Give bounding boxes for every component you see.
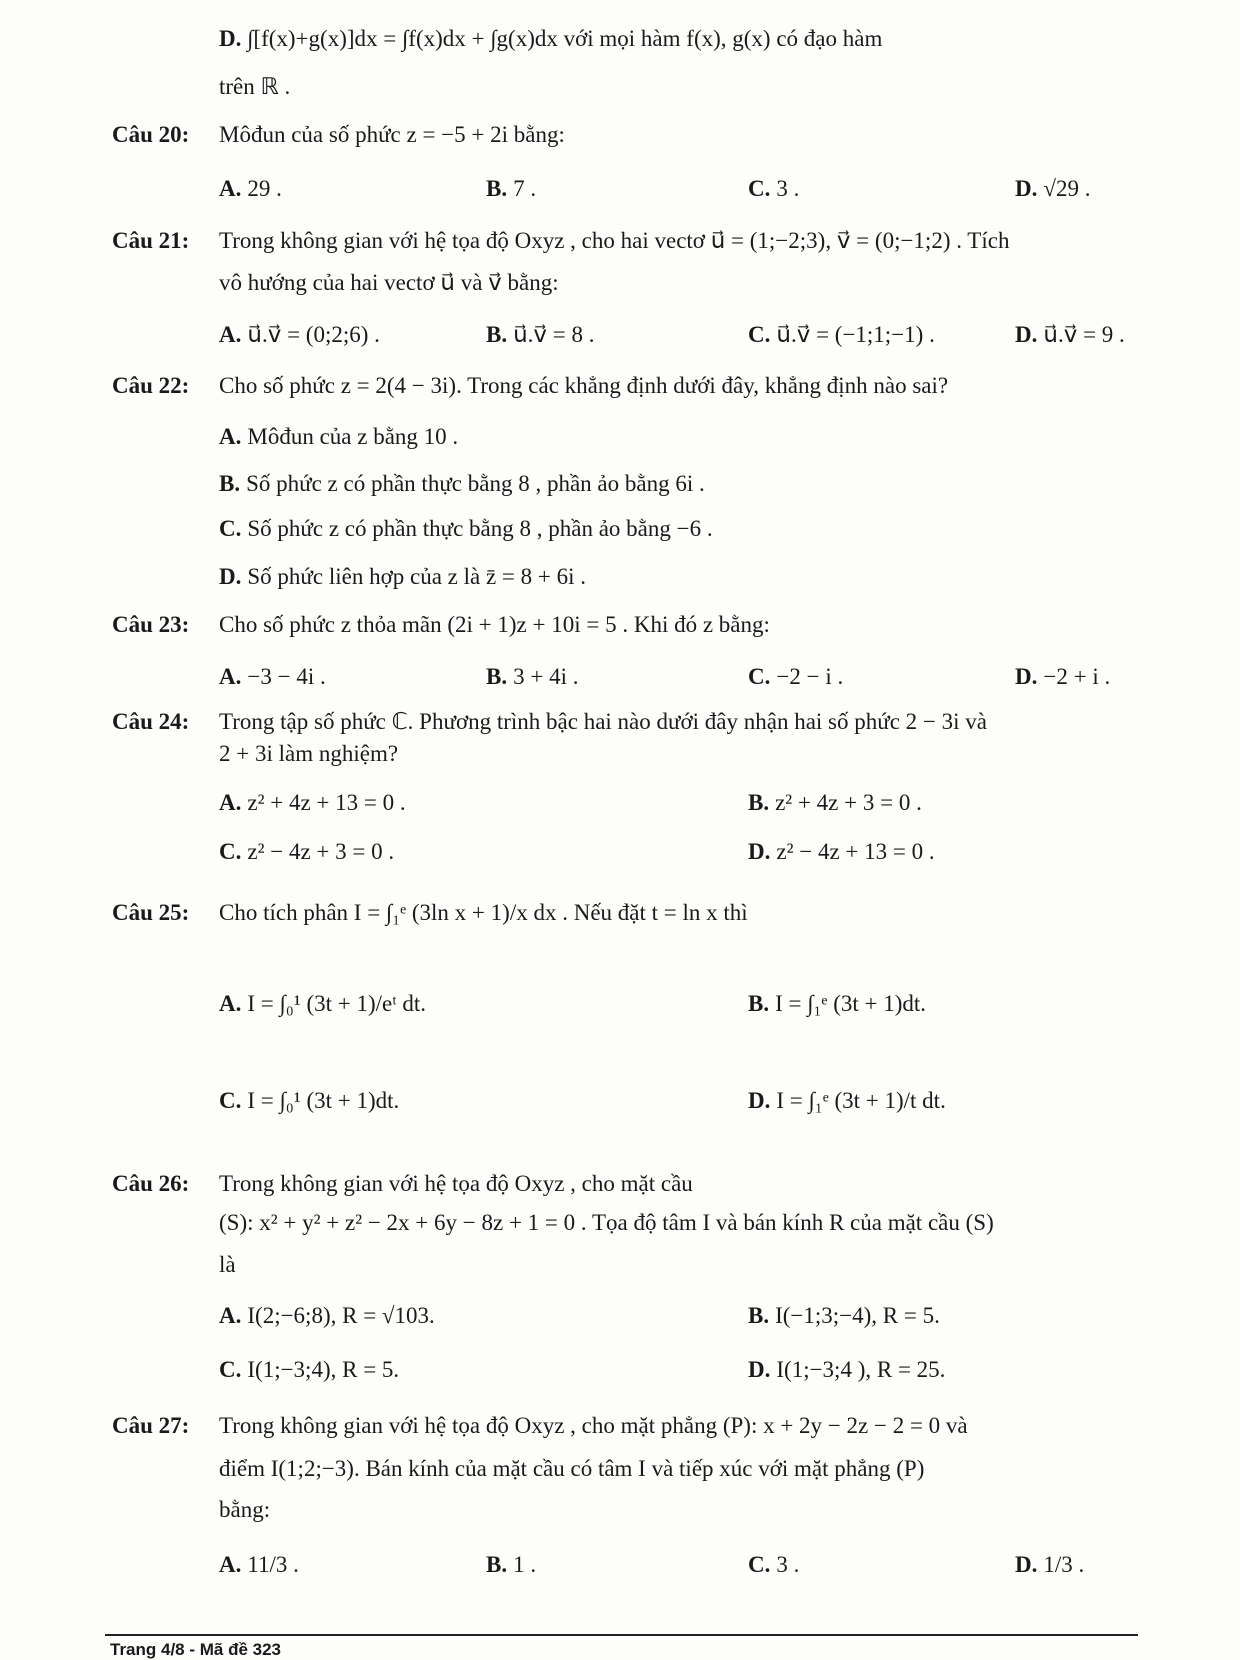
option-label: B. bbox=[486, 176, 508, 201]
option-text: 3 + 4i . bbox=[513, 664, 579, 689]
option-label: D. bbox=[219, 26, 242, 51]
answer-option-c bbox=[219, 1357, 399, 1383]
question-label: Câu 22: bbox=[112, 373, 190, 398]
option-text: u⃗.v⃗ = (−1;1;−1) . bbox=[776, 322, 935, 347]
question-text: là bbox=[219, 1252, 236, 1277]
option-label: A. bbox=[219, 1303, 242, 1328]
question-text: vô hướng của hai vectơ u⃗ và v⃗ bằng: bbox=[219, 270, 559, 295]
answer-option-b bbox=[748, 790, 922, 816]
question-text: Trong không gian với hệ tọa độ Oxyz , cho hai vectơ u⃗ = (1;−2;3), v⃗ = (0;−1;2) . Tích bbox=[219, 228, 1010, 253]
option-label: D. bbox=[219, 564, 242, 589]
answer-option-d bbox=[748, 839, 935, 865]
option-text: z² + 4z + 3 = 0 . bbox=[775, 790, 922, 815]
question-text: Trong tập số phức ℂ. Phương trình bậc hai nào dưới đây nhận hai số phức 2 − 3i và bbox=[219, 709, 987, 734]
option-text: 1 . bbox=[513, 1552, 537, 1577]
option-text: 29 . bbox=[247, 176, 282, 201]
answer-option-a bbox=[219, 322, 380, 348]
answer-option-a bbox=[219, 1552, 299, 1578]
option-label: D. bbox=[1015, 322, 1038, 347]
footer-divider bbox=[105, 1634, 1138, 1636]
option-label: C. bbox=[219, 1088, 242, 1113]
option-text: −3 − 4i . bbox=[247, 664, 326, 689]
question-text: Môđun của số phức z = −5 + 2i bằng: bbox=[219, 122, 565, 147]
question-text: Cho tích phân I = ∫₁ᵉ (3ln x + 1)/x dx . Nếu đặt t = ln x thì bbox=[219, 900, 748, 925]
answer-option-a bbox=[219, 424, 458, 450]
answer-option-d bbox=[748, 1357, 945, 1383]
option-label: A. bbox=[219, 176, 242, 201]
question-text: điểm I(1;2;−3). Bán kính của mặt cầu có tâm I và tiếp xúc với mặt phẳng (P) bbox=[219, 1456, 925, 1481]
option-text: −2 − i . bbox=[776, 664, 844, 689]
answer-option-b bbox=[748, 1303, 940, 1329]
answer-option-a bbox=[219, 1303, 435, 1329]
option-text: I(−1;3;−4), R = 5. bbox=[775, 1303, 940, 1328]
option-text: −2 + i . bbox=[1043, 664, 1111, 689]
option-text: 11/3 . bbox=[247, 1552, 299, 1577]
option-text-continued: trên ℝ . bbox=[219, 74, 291, 99]
question-text: bằng: bbox=[219, 1497, 271, 1522]
answer-option-b bbox=[219, 471, 705, 497]
option-text: Số phức z có phần thực bằng 8 , phần ảo bằng 6i . bbox=[246, 471, 705, 496]
answer-option-b bbox=[486, 1552, 536, 1578]
answer-option-c bbox=[748, 322, 935, 348]
option-label: D. bbox=[1015, 176, 1038, 201]
option-label: C. bbox=[748, 664, 771, 689]
answer-option-b bbox=[748, 991, 926, 1017]
question-label: Câu 20: bbox=[112, 122, 190, 147]
option-text: I = ∫₁ᵉ (3t + 1)/t dt. bbox=[776, 1088, 946, 1113]
answer-option-a bbox=[219, 790, 406, 816]
option-text: I = ∫₀¹ (3t + 1)dt. bbox=[247, 1088, 400, 1113]
option-text: 3 . bbox=[776, 1552, 800, 1577]
option-label: D. bbox=[1015, 1552, 1038, 1577]
option-text: z² − 4z + 3 = 0 . bbox=[247, 839, 395, 864]
answer-option-c bbox=[748, 1552, 799, 1578]
option-text: I(1;−3;4 ), R = 25. bbox=[776, 1357, 946, 1382]
option-label: D. bbox=[1015, 664, 1038, 689]
option-label: A. bbox=[219, 322, 242, 347]
option-text: 7 . bbox=[513, 176, 537, 201]
question-text: (S): x² + y² + z² − 2x + 6y − 8z + 1 = 0 . Tọa độ tâm I và bán kính R của mặt cầu (S) bbox=[219, 1210, 994, 1235]
option-label: A. bbox=[219, 790, 242, 815]
option-text: I = ∫₀¹ (3t + 1)/eᵗ dt. bbox=[247, 991, 427, 1016]
answer-option-c bbox=[748, 664, 843, 690]
answer-option-d bbox=[219, 564, 586, 590]
option-text: ∫[f(x)+g(x)]dx = ∫f(x)dx + ∫g(x)dx với mọi hàm f(x), g(x) có đạo hàm bbox=[247, 26, 883, 51]
question-text: Cho số phức z = 2(4 − 3i). Trong các khẳng định dưới đây, khẳng định nào sai? bbox=[219, 373, 949, 398]
answer-option-d bbox=[1015, 176, 1091, 202]
option-text: I(1;−3;4), R = 5. bbox=[247, 1357, 400, 1382]
answer-option-d bbox=[1015, 1552, 1084, 1578]
question-label: Câu 23: bbox=[112, 612, 190, 637]
option-label: A. bbox=[219, 664, 242, 689]
option-text: Môđun của z bằng 10 . bbox=[247, 424, 459, 449]
option-text: z² + 4z + 13 = 0 . bbox=[247, 790, 406, 815]
option-label: A. bbox=[219, 424, 242, 449]
option-label: B. bbox=[486, 664, 508, 689]
option-label: B. bbox=[748, 991, 770, 1016]
answer-option-b bbox=[486, 664, 578, 690]
page-footer: Trang 4/8 - Mã đề 323 bbox=[110, 1640, 282, 1659]
option-text: Số phức z có phần thực bằng 8 , phần ảo bằng −6 . bbox=[247, 516, 713, 541]
option-label: C. bbox=[219, 839, 242, 864]
option-label: C. bbox=[219, 1357, 242, 1382]
option-text: I = ∫₁ᵉ (3t + 1)dt. bbox=[775, 991, 927, 1016]
answer-option-c bbox=[748, 176, 799, 202]
option-label: C. bbox=[748, 176, 771, 201]
option-text: u⃗.v⃗ = 9 . bbox=[1043, 322, 1125, 347]
option-label: B. bbox=[748, 790, 770, 815]
answer-option-a bbox=[219, 664, 326, 690]
answer-option-a bbox=[219, 176, 282, 202]
question-label: Câu 24: bbox=[112, 709, 190, 734]
question-label: Câu 26: bbox=[112, 1171, 190, 1196]
answer-option-b bbox=[486, 322, 595, 348]
option-label: C. bbox=[219, 516, 242, 541]
option-label: D. bbox=[748, 1357, 771, 1382]
option-label: D. bbox=[748, 1088, 771, 1113]
option-label: B. bbox=[748, 1303, 770, 1328]
question-text: Trong không gian với hệ tọa độ Oxyz , cho mặt cầu bbox=[219, 1171, 693, 1196]
answer-option-c bbox=[219, 839, 394, 865]
q19-option-d bbox=[219, 26, 882, 52]
option-text: u⃗.v⃗ = (0;2;6) . bbox=[247, 322, 380, 347]
option-text: 1/3 . bbox=[1043, 1552, 1085, 1577]
option-text: √29 . bbox=[1043, 176, 1091, 201]
option-label: B. bbox=[486, 1552, 508, 1577]
question-label: Câu 25: bbox=[112, 900, 190, 925]
answer-option-a bbox=[219, 991, 426, 1017]
question-label: Câu 27: bbox=[112, 1413, 190, 1438]
answer-option-c bbox=[219, 1088, 399, 1114]
question-label: Câu 21: bbox=[112, 228, 190, 253]
option-label: A. bbox=[219, 991, 242, 1016]
question-text: Cho số phức z thỏa mãn (2i + 1)z + 10i = 5 . Khi đó z bằng: bbox=[219, 612, 770, 637]
option-text: z² − 4z + 13 = 0 . bbox=[776, 839, 935, 864]
option-label: C. bbox=[748, 322, 771, 347]
option-text: I(2;−6;8), R = √103. bbox=[247, 1303, 435, 1328]
option-label: C. bbox=[748, 1552, 771, 1577]
option-text: 3 . bbox=[776, 176, 800, 201]
option-label: B. bbox=[486, 322, 508, 347]
option-text: u⃗.v⃗ = 8 . bbox=[513, 322, 595, 347]
answer-option-b bbox=[486, 176, 536, 202]
question-text: Trong không gian với hệ tọa độ Oxyz , cho mặt phẳng (P): x + 2y − 2z − 2 = 0 và bbox=[219, 1413, 968, 1438]
option-label: B. bbox=[219, 471, 241, 496]
option-label: D. bbox=[748, 839, 771, 864]
question-text: 2 + 3i làm nghiệm? bbox=[219, 741, 399, 766]
answer-option-d bbox=[1015, 322, 1125, 348]
answer-option-d bbox=[1015, 664, 1110, 690]
answer-option-d bbox=[748, 1088, 946, 1114]
option-label: A. bbox=[219, 1552, 242, 1577]
answer-option-c bbox=[219, 516, 713, 542]
option-text: Số phức liên hợp của z là z̄ = 8 + 6i . bbox=[247, 564, 587, 589]
